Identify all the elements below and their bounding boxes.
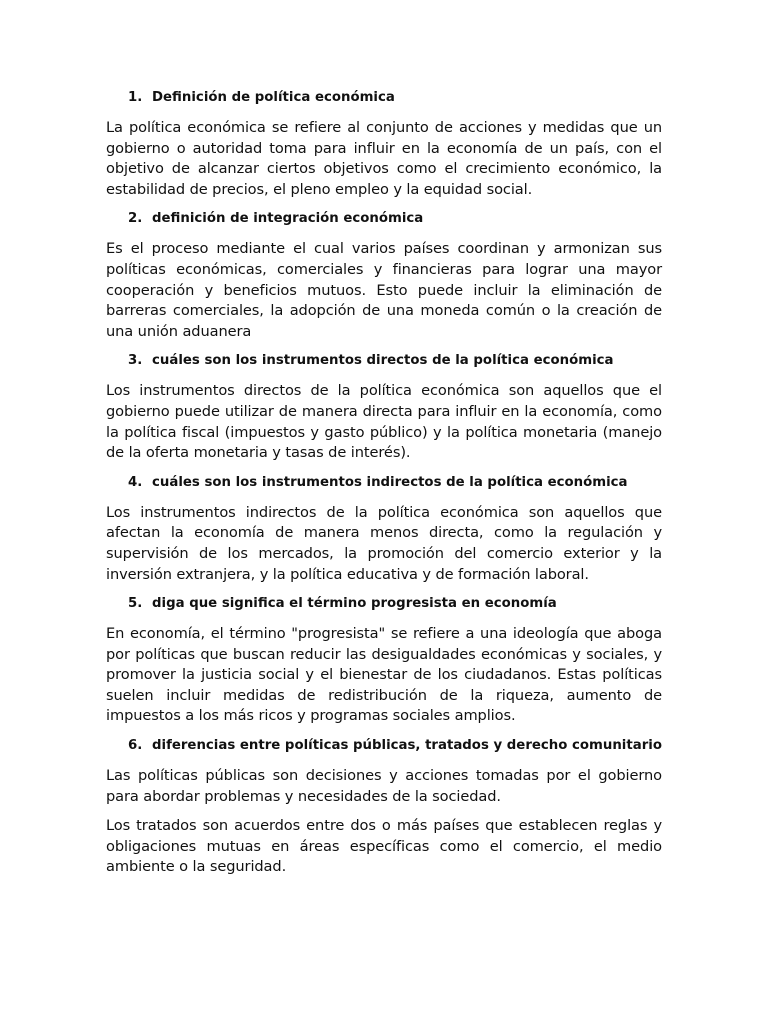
section-paragraph: La política económica se refiere al conjunto de acciones y medidas que un gobierno o autoridad toma para influir en la economía de un país, con el objetivo de alcanzar ciertos objetivos como el crecimiento económico, la estabilidad de precios, el pleno empleo y la equidad social. (106, 119, 662, 198)
section-paragraph: Los instrumentos directos de la política económica son aquellos que el gobierno puede utilizar de manera directa para influir en la economía, como la política fiscal (impuestos y gasto público) y la política monetaria (manejo de la oferta monetaria y tasas de interés). (106, 382, 662, 462)
section-heading (106, 473, 662, 493)
section-number: 6. (128, 738, 143, 754)
document-page (106, 88, 662, 887)
section-paragraph: Las políticas públicas son decisiones y acciones tomadas por el gobierno para abordar problemas y necesidades de la sociedad. (106, 767, 662, 805)
section-paragraph: En economía, el término "progresista" se refiere a una ideología que aboga por políticas que buscan reducir las desigualdades económicas y sociales, y promover la justicia social y el bienestar de los ciudadanos. Estas políticas suelen incluir medidas de redistribución de la riqueza, aumento de impuestos a los más ricos y programas sociales amplios. (106, 625, 662, 725)
section-number: 5. (128, 596, 143, 612)
section-title: cuáles son los instrumentos directos de la política económica (152, 353, 614, 369)
section-title: diga que significa el término progresista en economía (152, 596, 557, 612)
section-heading (106, 594, 662, 614)
section-2 (106, 209, 662, 342)
section-1 (106, 88, 662, 200)
section-paragraph: Los instrumentos indirectos de la política económica son aquellos que afectan la economía de manera menos directa, como la regulación y supervisión de los mercados, la promoción del comercio exterior y la inversión extranjera, y la política educativa y de formación laboral. (106, 503, 662, 583)
section-heading (106, 351, 662, 371)
section-title: definición de integración económica (152, 211, 424, 227)
section-5 (106, 594, 662, 727)
section-4 (106, 473, 662, 585)
section-number: 1. (128, 90, 143, 105)
section-title: Definición de política económica (152, 90, 395, 105)
section-title: diferencias entre políticas públicas, tratados y derecho comunitario (152, 738, 662, 754)
section-number: 3. (128, 353, 143, 369)
section-heading (106, 88, 662, 108)
section-heading (106, 736, 662, 756)
section-6 (106, 736, 662, 878)
section-3 (106, 351, 662, 463)
section-title: cuáles son los instrumentos indirectos de la política económica (152, 474, 628, 490)
section-paragraph: Es el proceso mediante el cual varios países coordinan y armonizan sus políticas económicas, comerciales y financieras para lograr una mayor cooperación y beneficios mutuos. Esto puede incluir la eliminación de barreras comerciales, la adopción de una moneda común o la creación de una unión aduanera (106, 240, 662, 340)
section-paragraph: Los tratados son acuerdos entre dos o más países que establecen reglas y obligaciones mutuas en áreas específicas como el comercio, el medio ambiente o la seguridad. (106, 817, 662, 876)
section-number: 4. (128, 474, 143, 490)
section-heading (106, 209, 662, 229)
section-number: 2. (128, 211, 143, 227)
